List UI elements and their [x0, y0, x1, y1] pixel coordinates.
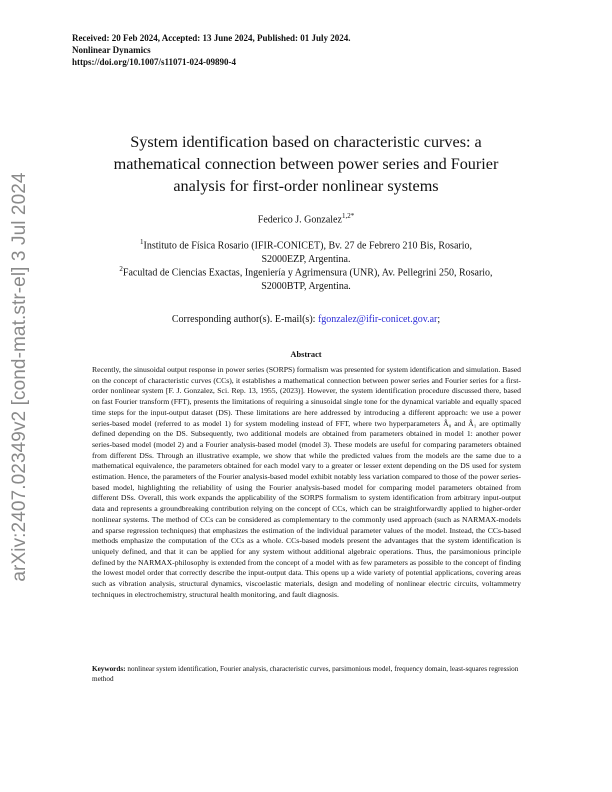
publication-header	[72, 32, 351, 68]
corresponding-label: Corresponding author(s). E-mail(s):	[171, 314, 316, 325]
publication-dates: Received: 20 Feb 2024, Accepted: 13 June 2024, Published: 01 July 2024.	[72, 33, 351, 43]
affiliation-mark: 2	[119, 265, 123, 273]
paper-title: System identification based on characteristic curves: a mathematical connection between power series and Fourier analysis for first-order nonlinear systems	[113, 133, 499, 195]
affiliation-text: Facultad de Ciencias Exactas, Ingeniería y Agrimensura (UNR), Av. Pellegrini 250, Rosario, S2000BTP, Argentina.	[122, 267, 493, 292]
affiliation-2	[118, 263, 494, 293]
arxiv-stamp	[2, 174, 38, 580]
author-name: Federico J. Gonzalez	[257, 214, 342, 226]
journal-name: Nonlinear Dynamics	[72, 45, 151, 55]
abstract-text: Recently, the sinusoidal output response in power series (SORPS) formalism was presented for system identification and simulation. Based on the concept of characteristic curves (CCs), it establishes a mathematical connection between power series and Fourier series for a first-order nonlinear system [F. J. Gonzalez, Sci. Rep. 13, 1955, (2023)]. However, the system identification procedure discussed there, based on fast Fourier transform (FFT), presents the limitations of requiring a sinusoidal single tone for the dynamical variable and equally spaced time steps for the input-output dataset (DS). These limitations are here addressed by introducing a different approach: we use a power series-based model (referred to as model 1) for system modeling instead of FFT, where two hyperparameters Â₀ and Â₁ are optimally defined depending on the DS. Subsequently, two additional models are obtained from parameters obtained in model 1: another power series-based model (model 2) and a Fourier analysis-based model (model 3). These models are useful for comparing parameters obtained from different DSs. Through an illustrative example, we show that while the predicted values from the models are the same due to a mathematical equivalence, the parameters obtained for each model vary to a greater or lesser extent depending on the DS used for system estimation. Hence, the parameters of the Fourier analysis-based model exhibit notably less variation compared to those of the power series-based model, highlighting the reliability of using the Fourier analysis-based model for comparing model parameters obtained from different DSs. Overall, this work expands the applicability of the SORPS formalism to system identification from arbitrary input-output data and represents a groundbreaking contribution relying on the concept of CCs, which can be straightforwardly applied to higher-order nonlinear systems. The method of CCs can be considered as complementary to the commonly used approach (such as NARMAX-models and sparse regression techniques) that emphasizes the estimation of the individual parameter values of the model. Instead, the CCs-based methods emphasize the computation of the CCs as a whole. CCs-based models present the advantages that the system identification is uniquely defined, and that it can be applied for any system without additional algebraic operations. Thus, the parsimonious principle defined by the NARMAX-philosophy is extended from the concept of a model with as few parameters as possible to the concept of finding the lowest model order that correctly describe the input-output data. This opens up a wide variety of potential applications, covering areas such as vibration analysis, structural dynamics, viscoelastic materials, design and modeling of nonlinear electric circuits, voltammetry techniques in electrochemistry, structural health monitoring, and fault diagnosis.	[92, 365, 521, 599]
affiliation-1	[118, 236, 494, 266]
keywords	[92, 664, 521, 684]
affiliation-mark: 1	[140, 238, 144, 246]
author-marks: 1,2*	[341, 212, 355, 220]
corresponding-author	[0, 314, 612, 325]
keywords-label: Keywords:	[92, 665, 126, 673]
author-line	[0, 212, 612, 225]
arxiv-identifier: arXiv:2407.02349v2 [cond-mat.str-el] 3 Jul 2024	[9, 172, 30, 582]
corresponding-suffix: ;	[437, 314, 441, 325]
affiliation-text: Instituto de Física Rosario (IFIR-CONICET), Bv. 27 de Febrero 210 Bis, Rosario, S2000EZP, Argentina.	[143, 240, 472, 265]
email-link[interactable]: fgonzalez@ifir-conicet.gov.ar	[317, 314, 438, 325]
abstract-heading: Abstract	[290, 350, 322, 359]
keywords-text: nonlinear system identification, Fourier analysis, characteristic curves, parsimonious model, frequency domain, least-squares regression method	[92, 665, 519, 683]
doi-link[interactable]: https://doi.org/10.1007/s11071-024-09890-4	[72, 57, 237, 67]
